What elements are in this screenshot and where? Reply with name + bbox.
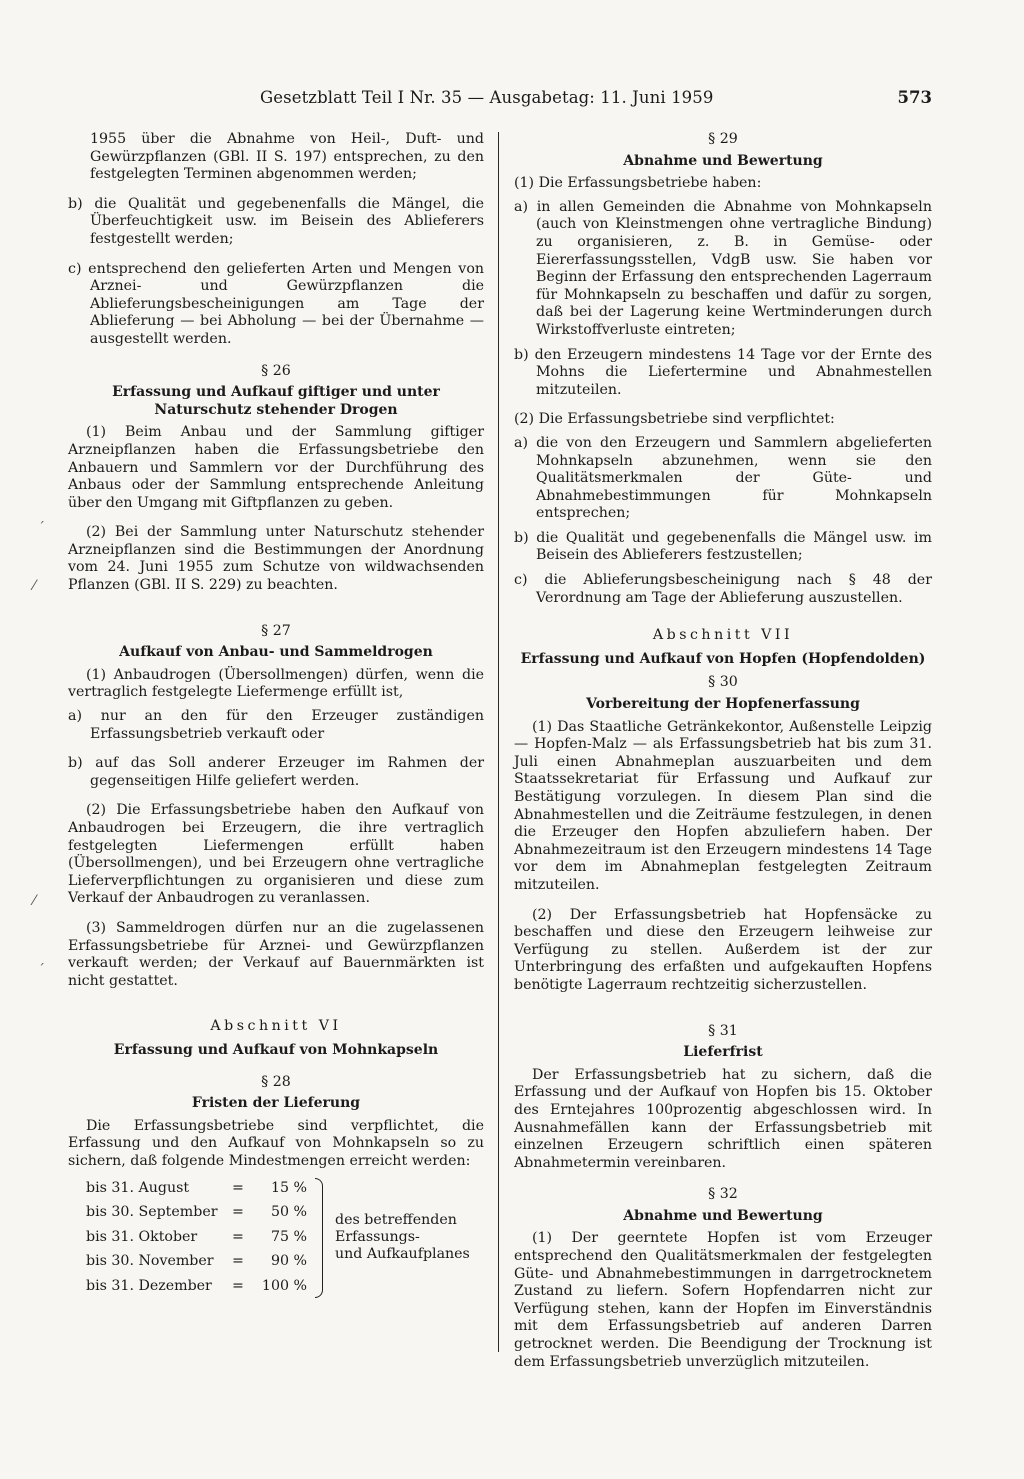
quota-equals: = [232, 1228, 244, 1245]
brace-icon [315, 1178, 323, 1298]
list-item: b) auf das Soll anderer Erzeuger im Rahmen der gegenseitigen Hilfe geliefert werden. [68, 755, 484, 789]
quota-percent: 50 % [270, 1204, 307, 1221]
table-row [86, 1275, 311, 1300]
list-item: b) den Erzeugern mindestens 14 Tage vor der Ernte des Mohns die Liefertermine und Abnahmestellen mitzuteilen. [514, 346, 932, 398]
paragraph: (1) Das Staatliche Getränkekontor, Außenstelle Leipzig — Hopfen-Malz — als Erfassungsbetrieb hat bis zum 31. Juli einen Abnahmeplan auszuarbeiten und dem Staatssekretariat für Erfassung und Aufkauf zur Bestätigung vorzulegen. In diesem Plan sind die Abnahmestellen und die Zeiträume festzulegen, in denen die Erzeuger den Hopfen abzuliefern haben. Der Abnahmezeitraum ist den Erzeugern mindestens 14 Tage vor dem im Abnahmeplan festgelegten Zeitraum mitzuteilen. [514, 718, 932, 893]
quota-equals: = [232, 1179, 244, 1196]
paragraph: (1) Der geerntete Hopfen ist vom Erzeuger entsprechend den Qualitätsmerkmalen der festgelegten Güte- und Abnahmebestimmungen in darrgetrocknetem Zustand zu liefern. Sofern Hopfendarren nicht zur Verfügung stehen, kann der Hopfen im Einverständnis mit dem Erfassungsbetrieb auf anderen Darren getrocknet werden. Die Beendigung der Trocknung ist dem Erfassungsbetrieb unverzüglich mitzuteilen. [514, 1230, 932, 1370]
paragraph: (1) Die Erfassungsbetriebe haben: [514, 175, 762, 192]
list-item: c) entsprechend den gelieferten Arten und Mengen von Arznei- und Gewürzpflanzen die Ablieferungsbescheinigungen am Tage der Ablieferung — bei Abholung — bei der Übernahme — ausgestellt werden. [68, 260, 484, 347]
margin-mark: ˊ [38, 962, 45, 978]
quota-description-line: des betreffenden [335, 1212, 457, 1229]
quota-percent: 100 % [261, 1277, 307, 1294]
list-item: a) in allen Gemeinden die Abnahme von Mohnkapseln (auch von Kleinstmengen ohne vertragliche Bindung) zu organisieren, z. B. in Gemüse- oder Eiererfassungsstellen, VdgB usw. Sie haben vor Beginn der Erfassung den entsprechenden Lagerraum für Mohnkapseln zu beschaffen und dafür zu sorgen, daß bei der Lagerung keine Wertminderungen durch Wirkstoffverluste eintreten; [514, 198, 932, 338]
page-number: 573 [897, 88, 932, 107]
paragraph: (2) Der Erfassungsbetrieb hat Hopfensäcke zu beschaffen und diese den Erzeugern leihweise zur Verfügung zu stellen. Außerdem ist der zur Unterbringung des erfaßten und aufgekauften Hopfens benötigte Lagerraum rechtzeitig sicherzustellen. [514, 906, 932, 993]
table-row [86, 1177, 311, 1202]
quota-percent: 15 % [270, 1179, 307, 1196]
column-divider [498, 132, 499, 1352]
paragraph: (1) Beim Anbau und der Sammlung giftiger Arzneipflanzen haben die Erfassungsbetriebe den Anbauern und Sammlern vor der Durchführung des Anbaus oder der Sammlung entsprechende Anleitung über den Umgang mit Giftpflanzen zu geben. [68, 424, 484, 511]
section-heading: Erfassung und Aufkauf giftiger und unter Naturschutz stehender Drogen [112, 384, 440, 418]
list-item: b) die Qualität und gegebenenfalls die Mängel, die Überfeuchtigkeit usw. im Beisein des Ablieferers festgestellt werden; [68, 195, 484, 247]
right-column [514, 131, 932, 1383]
section-heading: Aufkauf von Anbau- und Sammeldrogen [119, 644, 433, 661]
chapter-title: Erfassung und Aufkauf von Hopfen (Hopfendolden) [520, 650, 926, 667]
left-column [68, 131, 484, 1299]
paragraph: (2) Die Erfassungsbetriebe sind verpflichtet: [514, 411, 835, 428]
quota-description [335, 1212, 470, 1263]
section-number: § 28 [261, 1073, 291, 1090]
quota-date: bis 30. November [86, 1253, 214, 1270]
quota-table [86, 1177, 311, 1300]
page-header [260, 88, 932, 112]
section-number: § 31 [708, 1022, 738, 1039]
margin-mark: ˊ [38, 520, 45, 536]
table-row [86, 1226, 311, 1251]
quota-percent: 75 % [270, 1228, 307, 1245]
list-item: c) die Ablieferungsbescheinigung nach § 48 der Verordnung am Tage der Ablieferung auszustellen. [514, 572, 932, 606]
section-number: § 30 [708, 674, 738, 691]
section-number: § 29 [708, 131, 738, 147]
section-heading: Fristen der Lieferung [191, 1095, 361, 1112]
chapter-title: Erfassung und Aufkauf von Mohnkapseln [113, 1041, 439, 1058]
quota-percent: 90 % [270, 1253, 307, 1270]
gazette-title: Gesetzblatt Teil I Nr. 35 — Ausgabetag: 11. Juni 1959 [260, 88, 714, 107]
quota-date: bis 31. August [86, 1179, 190, 1196]
section-heading: Vorbereitung der Hopfenerfassung [586, 696, 860, 713]
quota-date: bis 30. September [86, 1204, 218, 1221]
paragraph: Die Erfassungsbetriebe sind verpflichtet, die Erfassung und den Aufkauf von Mohnkapseln so zu sichern, daß folgende Mindestmengen erreicht werden: [68, 1117, 484, 1169]
paragraph: (1) Anbaudrogen (Übersollmengen) dürfen, wenn die vertraglich festgelegte Liefermenge erfüllt ist, [68, 666, 484, 701]
list-item: b) die Qualität und gegebenenfalls die Mängel usw. im Beisein des Ablieferers festzustellen; [514, 529, 932, 564]
paragraph: (2) Die Erfassungsbetriebe haben den Aufkauf von Anbaudrogen bei Erzeugern, die ihre vertraglich festgelegten Liefermengen erfüllt haben (Übersollmengen), und bei Erzeugern ohne vertragliche Lieferverpflichtungen zu organisieren und diese zum Verkauf der Anbaudrogen zu veranlassen. [68, 802, 484, 907]
paragraph: (3) Sammeldrogen dürfen nur an die zugelassenen Erfassungsbetriebe für Arznei- und Gewürzpflanzen verkauft werden; der Verkauf auf Bauernmärkten ist nicht gestattet. [68, 919, 484, 989]
quota-equals: = [232, 1277, 244, 1294]
section-number: § 32 [708, 1186, 738, 1203]
section-heading: Abnahme und Bewertung [623, 152, 823, 169]
margin-mark: ⁄ [33, 893, 36, 909]
list-item: a) nur an den für den Erzeuger zuständigen Erfassungsbetrieb verkauft oder [68, 708, 484, 742]
table-row [86, 1250, 311, 1275]
quota-schedule [68, 1177, 484, 1300]
section-number: § 26 [261, 362, 291, 379]
quota-equals: = [232, 1204, 244, 1221]
quota-equals: = [232, 1253, 244, 1270]
margin-mark: ⁄ [33, 578, 36, 594]
quota-date: bis 31. Dezember [86, 1277, 212, 1294]
quota-date: bis 31. Oktober [86, 1228, 198, 1245]
chapter-heading: Abschnitt VI [210, 1018, 342, 1035]
section-heading: Abnahme und Bewertung [623, 1207, 823, 1224]
table-row [86, 1201, 311, 1226]
paragraph: (2) Bei der Sammlung unter Naturschutz stehender Arzneipflanzen sind die Bestimmungen der Anordnung vom 24. Juni 1955 zum Schutze von wildwachsenden Pflanzen (GBl. II S. 229) zu beachten. [68, 524, 484, 594]
section-number: § 27 [261, 622, 291, 639]
intro-continuation: 1955 über die Abnahme von Heil-, Duft- und Gewürzpflanzen (GBl. II S. 197) entsprechen, zu den festgelegten Terminen abgenommen werden; [90, 131, 484, 183]
quota-description-line: Erfassungs- [335, 1229, 420, 1246]
list-item: a) die von den Erzeugern und Sammlern abgelieferten Mohnkapseln abzunehmen, wenn sie den Qualitätsmerkmalen der Güte- und Abnahmebestimmungen für Mohnkapseln entsprechen; [514, 434, 932, 522]
quota-description-line: und Aufkaufplanes [335, 1246, 470, 1263]
section-heading: Lieferfrist [683, 1044, 763, 1061]
paragraph: Der Erfassungsbetrieb hat zu sichern, daß die Erfassung und der Aufkauf von Hopfen bis 15. Oktober des Erntejahres 100prozentig abgeschlossen wird. In Ausnahmefällen kann der Erfassungsbetrieb mit einzelnen Erzeugern schriftlich einen späteren Abnahmetermin vereinbaren. [514, 1066, 932, 1171]
chapter-heading: Abschnitt VII [652, 627, 794, 644]
